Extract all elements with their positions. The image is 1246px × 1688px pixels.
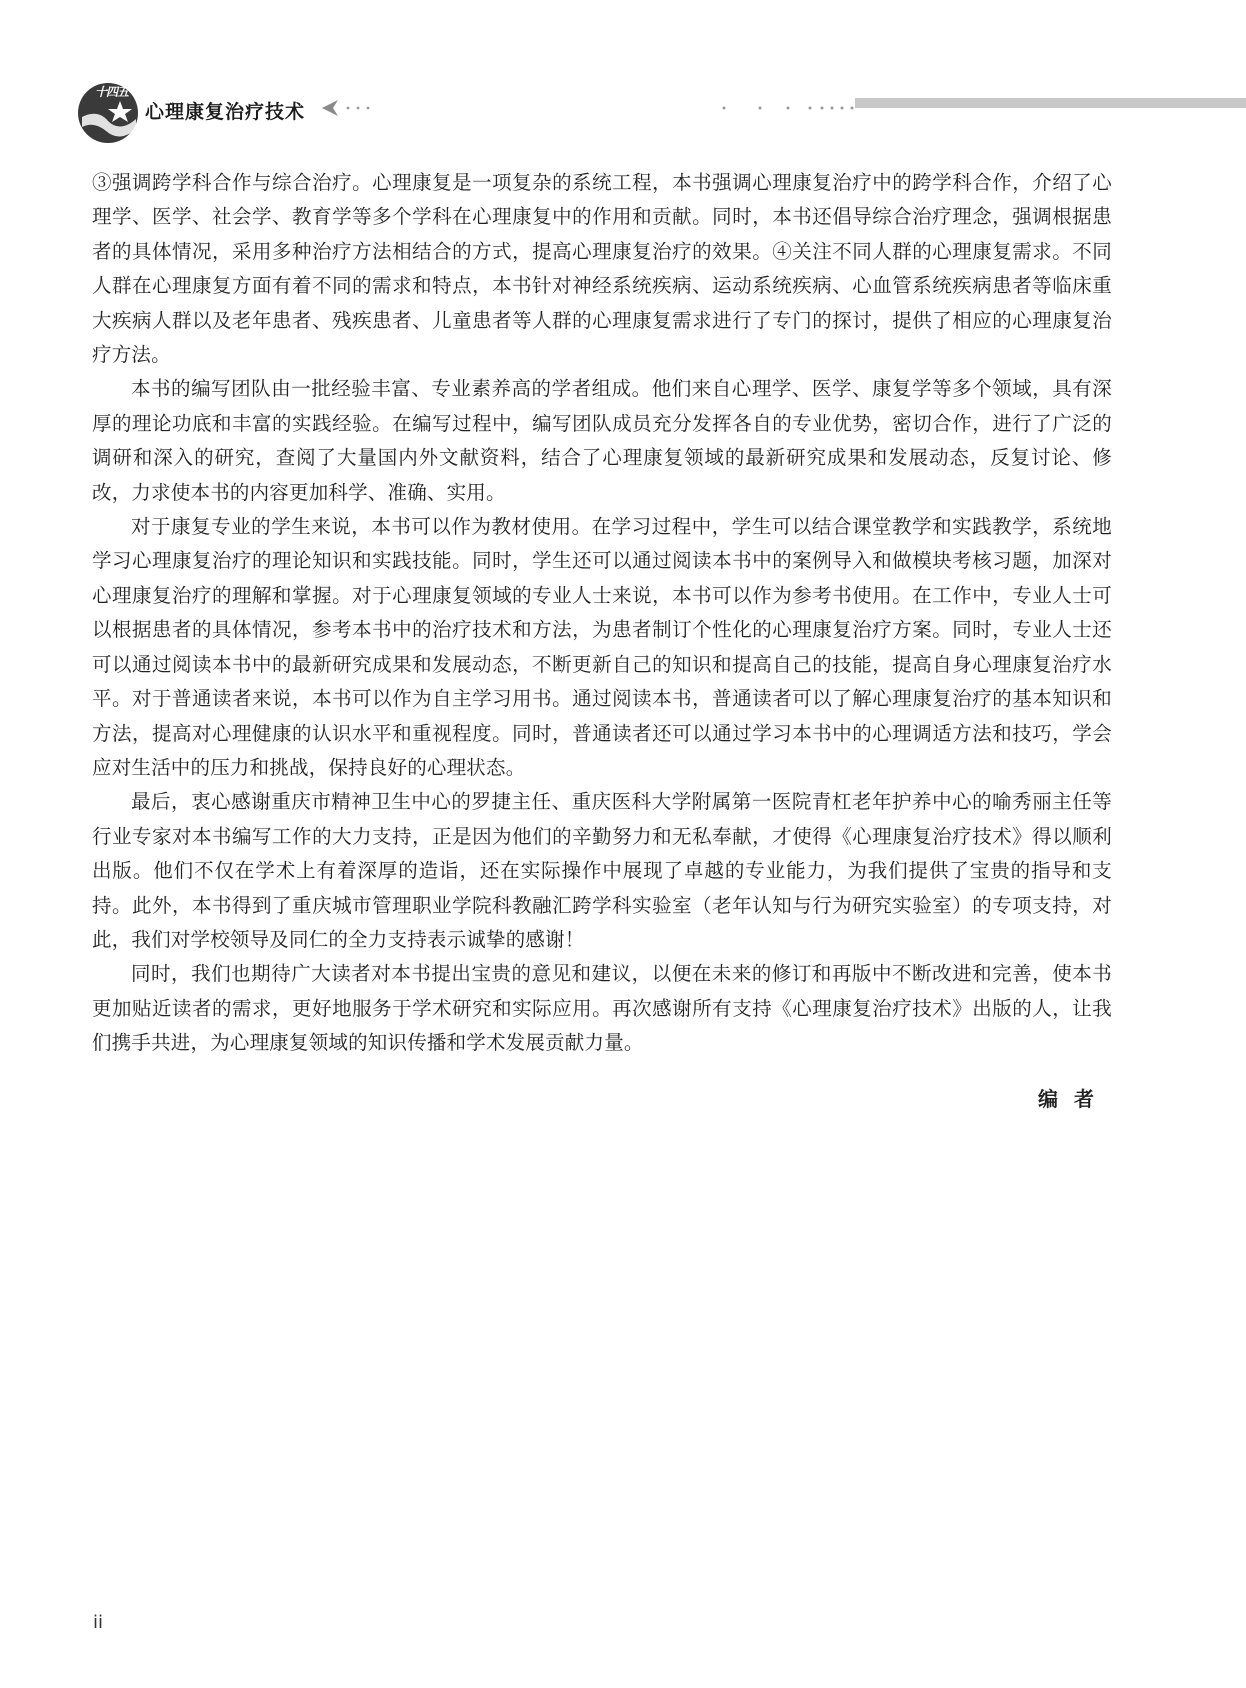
paragraph: ③强调跨学科合作与综合治疗。心理康复是一项复杂的系统工程，本书强调心理康复治疗中的跨学科合作，介绍了心理学、医学、社会学、教育学等多个学科在心理康复中的作用和贡献。同时，本书还倡导综合治疗理念，强调根据患者的具体情况，采用多种治疗方法相结合的方式，提高心理康复治疗的效果。④关注不同人群的心理康复需求。不同人群在心理康复方面有着不同的需求和特点，本书针对神经系统疾病、运动系统疾病、心血管系统疾病患者等临床重大疾病人群以及老年患者、残疾患者、儿童患者等人群的心理康复需求进行了专门的探讨，提供了相应的心理康复治疗方法。 [92, 171, 1112, 367]
arrow-left-icon [322, 97, 378, 119]
paragraph: 同时，我们也期待广大读者对本书提出宝贵的意见和建议，以便在未来的修订和再版中不断改进和完善，使本书更加贴近读者的需求，更好地服务于学术研究和实际应用。再次感谢所有支持《心理康复治疗技术》出版的人，让我们携手共进，为心理康复领域的知识传播和学术发展贡献力量。 [92, 962, 1112, 1055]
author-signature: 编者 [1038, 1087, 1110, 1111]
running-header-title: 心理康复治疗技术 [145, 101, 306, 123]
paragraph: 最后，衷心感谢重庆市精神卫生中心的罗捷主任、重庆医科大学附属第一医院青杠老年护养中心的喻秀丽主任等行业专家对本书编写工作的大力支持，正是因为他们的辛勤努力和无私奉献，才使得《心理康复治疗技术》得以顺利出版。他们不仅在学术上有着深厚的造诣，还在实际操作中展现了卓越的专业能力，为我们提供了宝贵的指导和支持。此外，本书得到了重庆城市管理职业学院科教融汇跨学科实验室（老年认知与行为研究实验室）的专项支持，对此，我们对学校领导及同仁的全力支持表示诚挚的感谢！ [92, 790, 1112, 951]
page-number: ii [93, 1612, 104, 1633]
header-rule-bar [855, 98, 1246, 108]
body-text [92, 166, 1112, 1061]
logo-text: 十四五 [95, 85, 129, 99]
paragraph: 对于康复专业的学生来说，本书可以作为教材使用。在学习过程中，学生可以结合课堂教学和实践教学，系统地学习心理康复治疗的理论知识和实践技能。同时，学生还可以通过阅读本书中的案例导入和做模块考核习题，加深对心理康复治疗的理解和掌握。对于心理康复领域的专业人士来说，本书可以作为参考书使用。在工作中，专业人士可以根据患者的具体情况，参考本书中的治疗技术和方法，为患者制订个性化的心理康复治疗方案。同时，专业人士还可以通过阅读本书中的最新研究成果和发展动态，不断更新自己的知识和提高自己的技能，提高自身心理康复治疗水平。对于普通读者来说，本书可以作为自主学习用书。通过阅读本书，普通读者可以了解心理康复治疗的基本知识和方法，提高对心理健康的认识水平和重视程度。同时，普通读者还可以通过学习本书中的心理调适方法和技巧，学会应对生活中的压力和挑战，保持良好的心理状态。 [92, 515, 1112, 779]
page-header [0, 0, 1246, 150]
paragraph: 本书的编写团队由一批经验丰富、专业素养高的学者组成。他们来自心理学、医学、康复学等多个领域，具有深厚的理论功底和丰富的实践经验。在编写过程中，编写团队成员充分发挥各自的专业优势，密切合作，进行了广泛的调研和深入的研究，查阅了大量国内外文献资料，结合了心理康复领域的最新研究成果和发展动态，反复讨论、修改，力求使本书的内容更加科学、准确、实用。 [92, 377, 1112, 504]
decorative-dots [720, 104, 860, 112]
